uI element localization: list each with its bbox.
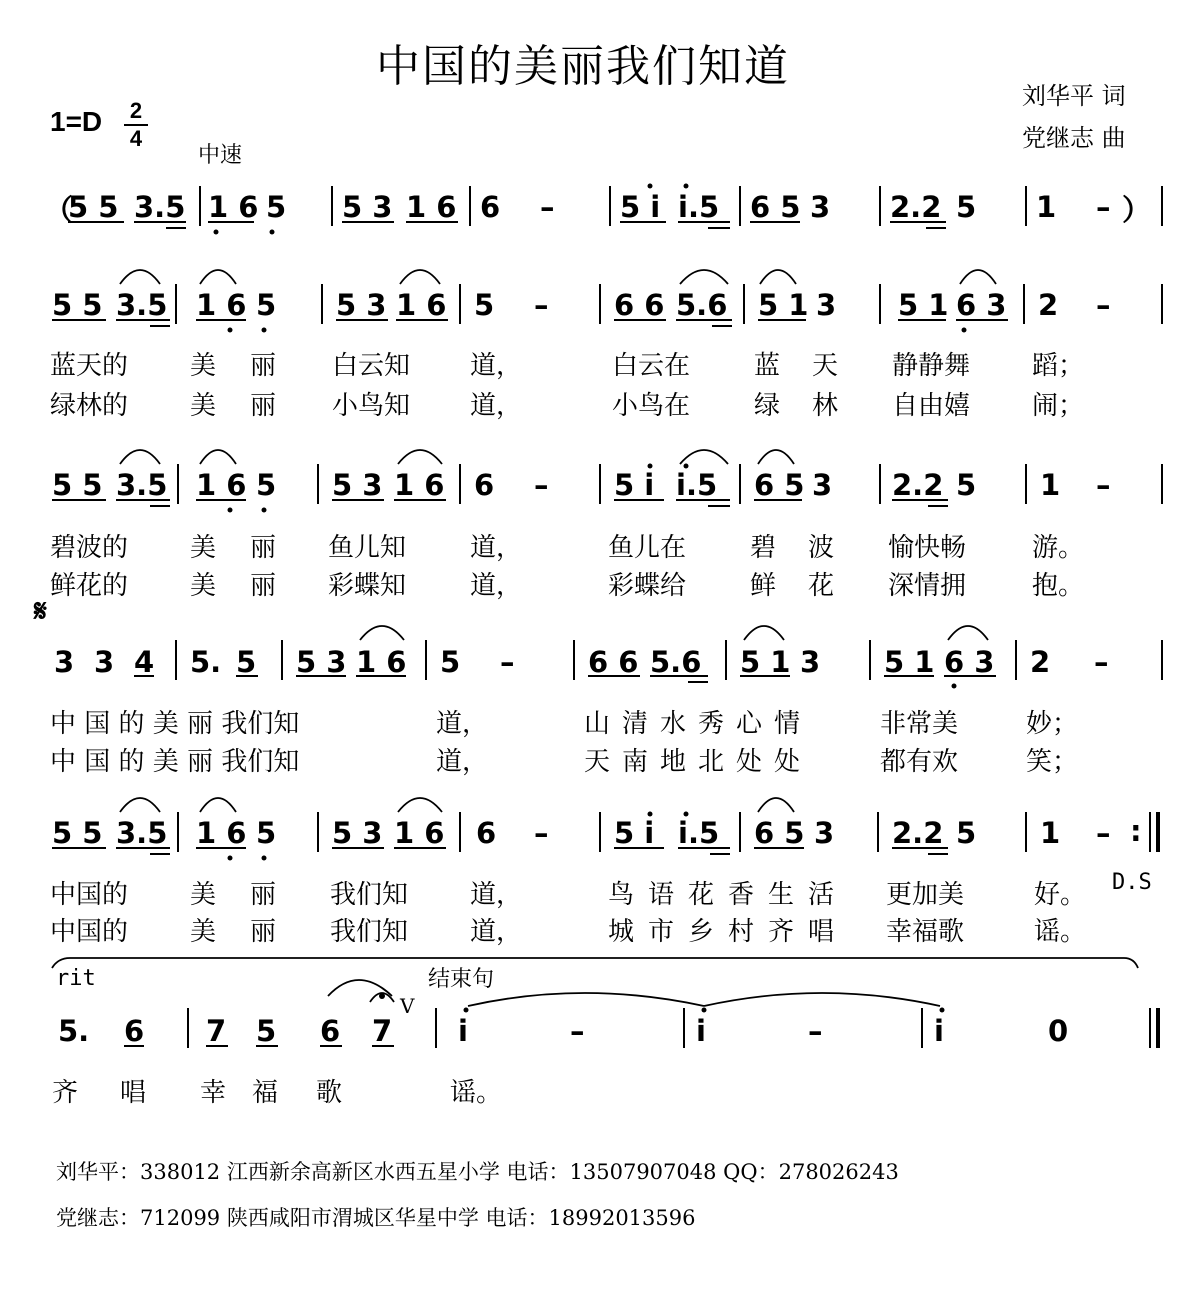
note-group: 5 i bbox=[614, 468, 655, 502]
lyric: 我们知 bbox=[330, 917, 409, 947]
note-group: 1 6 bbox=[396, 288, 447, 322]
note: 5 bbox=[236, 645, 257, 679]
note-group: 5 3 bbox=[332, 468, 383, 502]
note-group: – bbox=[1096, 190, 1111, 224]
note-group: 1 bbox=[1036, 190, 1057, 224]
note-group: 1 6 bbox=[394, 816, 445, 850]
contact-composer: 党继志：712099 陕西咸阳市渭城区华星中学 电话：18992013596 bbox=[56, 1206, 696, 1230]
note-group: 5 5 bbox=[52, 816, 103, 850]
lyric: 深情拥 bbox=[888, 571, 967, 601]
note-group: 5 3 bbox=[332, 816, 383, 850]
lyric: 好。 bbox=[1034, 880, 1087, 910]
note-group: 6 5 bbox=[750, 190, 801, 224]
note-group: 5 bbox=[474, 288, 495, 322]
lyric: 唱 bbox=[120, 1078, 147, 1108]
barlines-line4 bbox=[176, 640, 1162, 680]
note-group: 6 3 bbox=[944, 645, 995, 679]
lyric: 道， bbox=[470, 917, 523, 947]
lyric: 福 bbox=[252, 1078, 279, 1108]
note-group: 2.2 bbox=[892, 816, 944, 850]
note-group: 5 bbox=[956, 816, 977, 850]
lyric: 小鸟在 bbox=[612, 391, 691, 421]
lyric: 道， bbox=[470, 351, 523, 381]
segno-icon: 𝄋 bbox=[34, 594, 47, 629]
note: 5. bbox=[58, 1014, 90, 1048]
intro-close-paren: ） bbox=[1122, 193, 1152, 227]
lyric: 白云在 bbox=[612, 351, 691, 381]
lyricist-credit: 刘华平 词 bbox=[1022, 82, 1126, 110]
note-group: 2 bbox=[1038, 288, 1059, 322]
note-group: i.5 bbox=[678, 190, 720, 224]
note-group: 3.5 bbox=[116, 468, 168, 502]
barlines-line1 bbox=[200, 186, 1162, 226]
note-group: 3 bbox=[810, 190, 831, 224]
note-group: 1 6 bbox=[406, 190, 457, 224]
lyric: 美 bbox=[190, 533, 217, 563]
note-group: i.5 bbox=[676, 468, 718, 502]
note-group: – bbox=[534, 288, 549, 322]
lyric: 彩蝶给 bbox=[608, 571, 687, 601]
barlines-line6 bbox=[188, 1008, 1158, 1048]
note-group: 1 6 bbox=[196, 468, 247, 502]
lyric: 鱼儿在 bbox=[608, 533, 687, 563]
note: 7 bbox=[206, 1014, 227, 1048]
lyric: 丽 bbox=[250, 917, 277, 947]
lyric: 碧 bbox=[750, 533, 777, 563]
note: 6 bbox=[320, 1014, 341, 1048]
note-group: 5 1 bbox=[740, 645, 791, 679]
note-group: 6 3 bbox=[956, 288, 1007, 322]
note-group: 5 bbox=[256, 816, 277, 850]
note-group: 1 6 bbox=[208, 190, 259, 224]
lyric: 白云知 bbox=[332, 351, 411, 381]
note-group: 6 bbox=[474, 468, 495, 502]
lyric: 愉快畅 bbox=[888, 533, 967, 563]
note-group: 6 5 bbox=[754, 468, 805, 502]
composer-credit: 党继志 曲 bbox=[1022, 124, 1126, 152]
note-group: 6 6 bbox=[614, 288, 665, 322]
note: 4 bbox=[134, 645, 155, 679]
note-group: 5 bbox=[256, 468, 277, 502]
lyric: 道， bbox=[470, 533, 523, 563]
note-group: 3.5 bbox=[116, 288, 168, 322]
lyric: 鲜 bbox=[750, 571, 777, 601]
lyric: 都有欢 bbox=[880, 747, 959, 777]
note-group: – bbox=[534, 468, 549, 502]
lyric: 彩蝶知 bbox=[328, 571, 407, 601]
lyric: 笑； bbox=[1026, 747, 1079, 777]
lyric: 非常美 bbox=[880, 709, 959, 739]
note-group: 5.6 bbox=[650, 645, 702, 679]
note-group: 5.6 bbox=[676, 288, 728, 322]
note-group: 6 6 bbox=[588, 645, 639, 679]
note-group: – bbox=[534, 816, 549, 850]
lyric: 美 bbox=[190, 391, 217, 421]
lyric: 谣。 bbox=[450, 1078, 503, 1108]
note-group: – bbox=[1094, 645, 1109, 679]
note-group: 2.2 bbox=[890, 190, 942, 224]
lyric: 抱。 bbox=[1032, 571, 1085, 601]
note-group: 5 bbox=[956, 190, 977, 224]
song-title: 中国的美丽我们知道 bbox=[376, 41, 790, 92]
note-group: 5 3 bbox=[342, 190, 393, 224]
lyric: 谣。 bbox=[1034, 917, 1087, 947]
contact-lyricist: 刘华平：338012 江西新余高新区水西五星小学 电话：13507907048 QQ：278026243 bbox=[56, 1160, 899, 1184]
lyric: 鱼儿知 bbox=[328, 533, 407, 563]
lyric: 丽 bbox=[250, 533, 277, 563]
lyric: 蓝 bbox=[754, 351, 781, 381]
lyric: 鸟语花香生活 bbox=[608, 880, 849, 910]
lyric: 美 bbox=[190, 571, 217, 601]
lyric: 道， bbox=[436, 709, 489, 739]
note: 3 bbox=[54, 645, 75, 679]
lyric: 山清水秀心情 bbox=[584, 709, 813, 739]
barlines-line2 bbox=[176, 284, 1162, 324]
note-group: i.5 bbox=[678, 816, 720, 850]
lyric: 绿 bbox=[754, 391, 781, 421]
note-group: 1 6 bbox=[394, 468, 445, 502]
lyric: 城市乡村齐唱 bbox=[608, 917, 849, 947]
rit-marking: rit bbox=[56, 966, 96, 991]
note-group: 1 6 bbox=[196, 288, 247, 322]
note: – bbox=[808, 1014, 823, 1048]
note-group: 3 bbox=[800, 645, 821, 679]
note: 6 bbox=[124, 1014, 145, 1048]
lyric: 游。 bbox=[1032, 533, 1085, 563]
lyric: 美 bbox=[190, 880, 217, 910]
lyric: 中 国 的 美 丽 我们知 bbox=[50, 709, 300, 739]
note-group: 5 bbox=[440, 645, 461, 679]
note: 7 bbox=[372, 1014, 393, 1048]
note: 5 bbox=[256, 1014, 277, 1048]
lyric: 幸福歌 bbox=[886, 917, 965, 947]
note-group: 5 i bbox=[620, 190, 661, 224]
note-group: 6 5 bbox=[754, 816, 805, 850]
note-group: 3.5 bbox=[134, 190, 186, 224]
lyric: 自由嬉 bbox=[892, 391, 971, 421]
note-group: 5 1 bbox=[884, 645, 935, 679]
lyric: 妙； bbox=[1026, 709, 1079, 739]
lyric: 丽 bbox=[250, 880, 277, 910]
repeat-dots: : bbox=[1130, 814, 1142, 848]
time-signature-top: 2 bbox=[129, 98, 143, 123]
note-group: 5 bbox=[956, 468, 977, 502]
note-group: 5 3 bbox=[336, 288, 387, 322]
lyric: 波 bbox=[808, 533, 835, 563]
breath-mark: V bbox=[400, 994, 415, 1018]
lyric: 道， bbox=[436, 747, 489, 777]
note-group: 5 1 bbox=[758, 288, 809, 322]
note: 0 bbox=[1048, 1014, 1069, 1048]
note-group: 3.5 bbox=[116, 816, 168, 850]
note-group: 5 3 bbox=[296, 645, 347, 679]
coda-label: 结束句 bbox=[428, 967, 495, 992]
lyric: 丽 bbox=[250, 351, 277, 381]
lyric: 齐 bbox=[52, 1078, 79, 1108]
lyric: 丽 bbox=[250, 571, 277, 601]
barlines-line3 bbox=[178, 464, 1162, 504]
note-group: 1 bbox=[1040, 816, 1061, 850]
lyric: 天南地北处处 bbox=[584, 747, 813, 777]
lyric: 幸 bbox=[200, 1078, 227, 1108]
lyric: 小鸟知 bbox=[332, 391, 411, 421]
lyric: 中国的 bbox=[50, 917, 129, 947]
note: i bbox=[696, 1014, 706, 1048]
time-signature-bottom: 4 bbox=[129, 126, 143, 151]
note: 3 bbox=[94, 645, 115, 679]
tempo-marking: 中速 bbox=[198, 143, 243, 168]
lyric: 更加美 bbox=[886, 880, 965, 910]
note-group: – bbox=[540, 190, 555, 224]
note-group: 5 bbox=[256, 288, 277, 322]
note-group: – bbox=[1096, 288, 1111, 322]
key-signature: 1=D bbox=[50, 106, 103, 137]
lyric: 花 bbox=[808, 571, 835, 601]
lyric: 歌 bbox=[316, 1078, 343, 1108]
note-group: 5 i bbox=[614, 816, 655, 850]
note-group: 1 bbox=[1040, 468, 1061, 502]
note-group: 5 bbox=[266, 190, 287, 224]
barlines-line5 bbox=[178, 812, 1158, 852]
note-group: 6 bbox=[476, 816, 497, 850]
lyric: 蹈； bbox=[1032, 351, 1085, 381]
note-group: 3 bbox=[816, 288, 837, 322]
lyric: 美 bbox=[190, 351, 217, 381]
note-group: 1 6 bbox=[196, 816, 247, 850]
note-group: 5 5 bbox=[52, 468, 103, 502]
note-group: 1 6 bbox=[356, 645, 407, 679]
lyric: 中 国 的 美 丽 我们知 bbox=[50, 747, 300, 777]
note-group: – bbox=[1096, 816, 1111, 850]
note-group: – bbox=[500, 645, 515, 679]
lyric: 林 bbox=[812, 391, 839, 421]
lyric: 中国的 bbox=[50, 880, 129, 910]
note-group: – bbox=[1096, 468, 1111, 502]
note-group: 6 bbox=[480, 190, 501, 224]
note: i bbox=[934, 1014, 944, 1048]
note-group: 5 5 bbox=[68, 190, 119, 224]
lyric: 碧波的 bbox=[50, 533, 129, 563]
lyric: 道， bbox=[470, 391, 523, 421]
note: – bbox=[570, 1014, 585, 1048]
intro-open-paren: （ bbox=[44, 193, 74, 227]
note: i bbox=[458, 1014, 468, 1048]
lyric: 我们知 bbox=[330, 880, 409, 910]
lyric: 闹； bbox=[1032, 391, 1085, 421]
lyric: 丽 bbox=[250, 391, 277, 421]
note-group: 5 1 bbox=[898, 288, 949, 322]
lyric: 静静舞 bbox=[892, 351, 971, 381]
lyric: 天 bbox=[812, 351, 839, 381]
lyric: 鲜花的 bbox=[50, 571, 129, 601]
note-group: 2 bbox=[1030, 645, 1051, 679]
note-group: 3 bbox=[814, 816, 835, 850]
note-group: 5 5 bbox=[52, 288, 103, 322]
lyric: 蓝天的 bbox=[50, 351, 129, 381]
lyric: 美 bbox=[190, 917, 217, 947]
note: 5. bbox=[190, 645, 222, 679]
lyric: 道， bbox=[470, 880, 523, 910]
note-group: 2.2 bbox=[892, 468, 944, 502]
note-group: 3 bbox=[812, 468, 833, 502]
ds-marking: D.S bbox=[1112, 870, 1152, 895]
lyric: 绿林的 bbox=[50, 391, 129, 421]
lyric: 道， bbox=[470, 571, 523, 601]
